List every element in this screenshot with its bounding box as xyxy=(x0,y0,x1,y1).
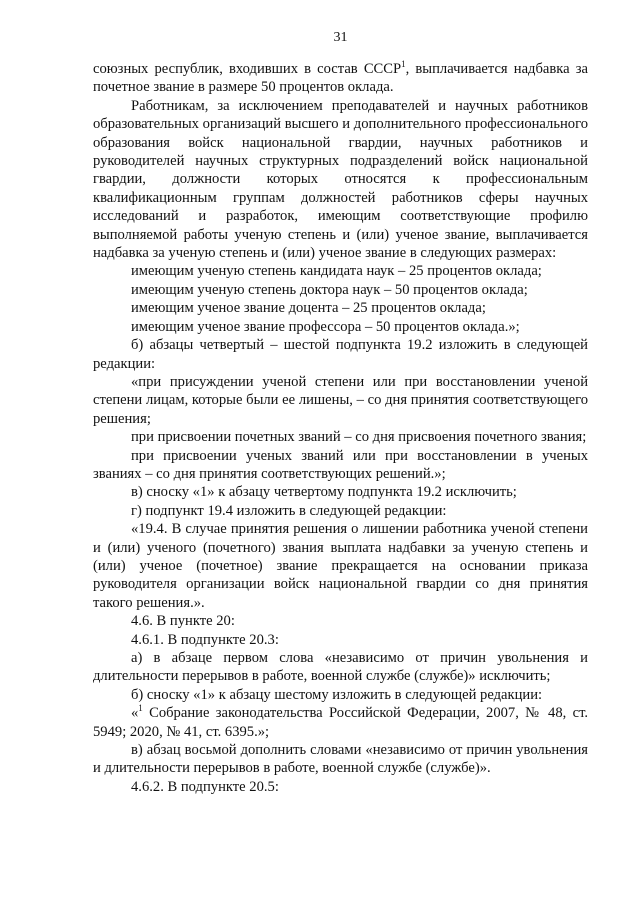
paragraph xyxy=(93,778,588,796)
paragraph-text: при присвоении почетных званий – со дня присвоения почетного звания; xyxy=(131,429,587,446)
paragraph xyxy=(93,686,588,704)
paragraph-text-tail: , выплачивается надбавка за почетное звание в размере 50 процентов оклада. xyxy=(93,61,588,96)
paragraph-text: «при присуждении ученой степени или при восстановлении ученой степени лицам, которые были ее лишены, – со дня принятия соответствующего решения; xyxy=(93,373,588,427)
paragraph-text: 4.6. В пункте 20: xyxy=(131,613,235,630)
paragraph-text: имеющим ученую степень доктора наук – 50 процентов оклада; xyxy=(131,281,528,298)
paragraph-text: имеющим ученое звание доцента – 25 процентов оклада; xyxy=(131,300,486,317)
paragraph xyxy=(93,281,588,299)
paragraph xyxy=(93,336,588,373)
footnote-marker: 1 xyxy=(138,703,143,714)
paragraph xyxy=(93,649,588,686)
footnote-marker: 1 xyxy=(401,59,406,70)
paragraph-text: б) сноску «1» к абзацу шестому изложить в следующей редакции: xyxy=(131,686,543,703)
paragraph-text: 4.6.2. В подпункте 20.5: xyxy=(131,778,279,795)
paragraph xyxy=(93,373,588,428)
paragraph-text: 4.6.1. В подпункте 20.3: xyxy=(131,631,279,648)
paragraph xyxy=(93,447,588,484)
paragraph xyxy=(93,483,588,501)
paragraph-text: в) сноску «1» к абзацу четвертому подпункта 19.2 исключить; xyxy=(131,484,517,501)
paragraph-text: союзных республик, входивших в состав СССР xyxy=(93,61,402,77)
document-body xyxy=(93,60,588,796)
paragraph-text: г) подпункт 19.4 изложить в следующей редакции: xyxy=(131,502,447,519)
paragraph xyxy=(93,612,588,630)
page-number: 31 xyxy=(333,30,348,45)
paragraph-text: « xyxy=(131,705,139,722)
paragraph-text: а) в абзаце первом слова «независимо от причин увольнения и длительности перерывов в работе, военной службе (службе)» исключить; xyxy=(93,650,588,685)
paragraph-text: Работникам, за исключением преподавателей и научных работников образовательных организаций высшего и дополнительного профессионального образования войск национальной гвардии, научных работников и руководителей научных структурных подразделений войск национальной гвардии, должности которых относятся к профессиональным квалификационным группам должностей работников сферы научных исследований и разработок, имеющим соответствующие профилю выполняемой работы ученую степень и (или) ученое звание, выплачивается надбавка за ученую степень и (или) ученое звание в следующих размерах: xyxy=(93,97,588,262)
paragraph-text: в) абзац восьмой дополнить словами «независимо от причин увольнения и длительности перерывов в работе, военной службе (службе)». xyxy=(93,742,588,777)
paragraph-text: при присвоении ученых званий или при восстановлении в ученых званиях – со дня принятия соответствующих решений.»; xyxy=(93,447,588,482)
paragraph-text: имеющим ученую степень кандидата наук – 25 процентов оклада; xyxy=(131,263,542,280)
paragraph xyxy=(93,318,588,336)
paragraph-text: «19.4. В случае принятия решения о лишении работника ученой степени и (или) ученого (почетного) звания выплата надбавки за ученую степень и (или) ученое (почетное) звание прекращается на основании приказа руководителя организации войск национальной гвардии со дня принятия такого решения.». xyxy=(93,521,588,611)
paragraph xyxy=(93,60,588,97)
paragraph xyxy=(93,741,588,778)
paragraph xyxy=(93,704,588,741)
paragraph-text: имеющим ученое звание профессора – 50 процентов оклада.»; xyxy=(131,318,520,335)
paragraph xyxy=(93,520,588,612)
paragraph xyxy=(93,428,588,446)
paragraph xyxy=(93,631,588,649)
paragraph xyxy=(93,97,588,263)
paragraph-text-tail: Собрание законодательства Российской Федерации, 2007, № 48, ст. 5949; 2020, № 41, ст. 6395.»; xyxy=(93,705,588,740)
paragraph-text: б) абзацы четвертый – шестой подпункта 19.2 изложить в следующей редакции: xyxy=(93,337,588,372)
paragraph xyxy=(93,502,588,520)
paragraph xyxy=(93,262,588,280)
paragraph xyxy=(93,299,588,317)
